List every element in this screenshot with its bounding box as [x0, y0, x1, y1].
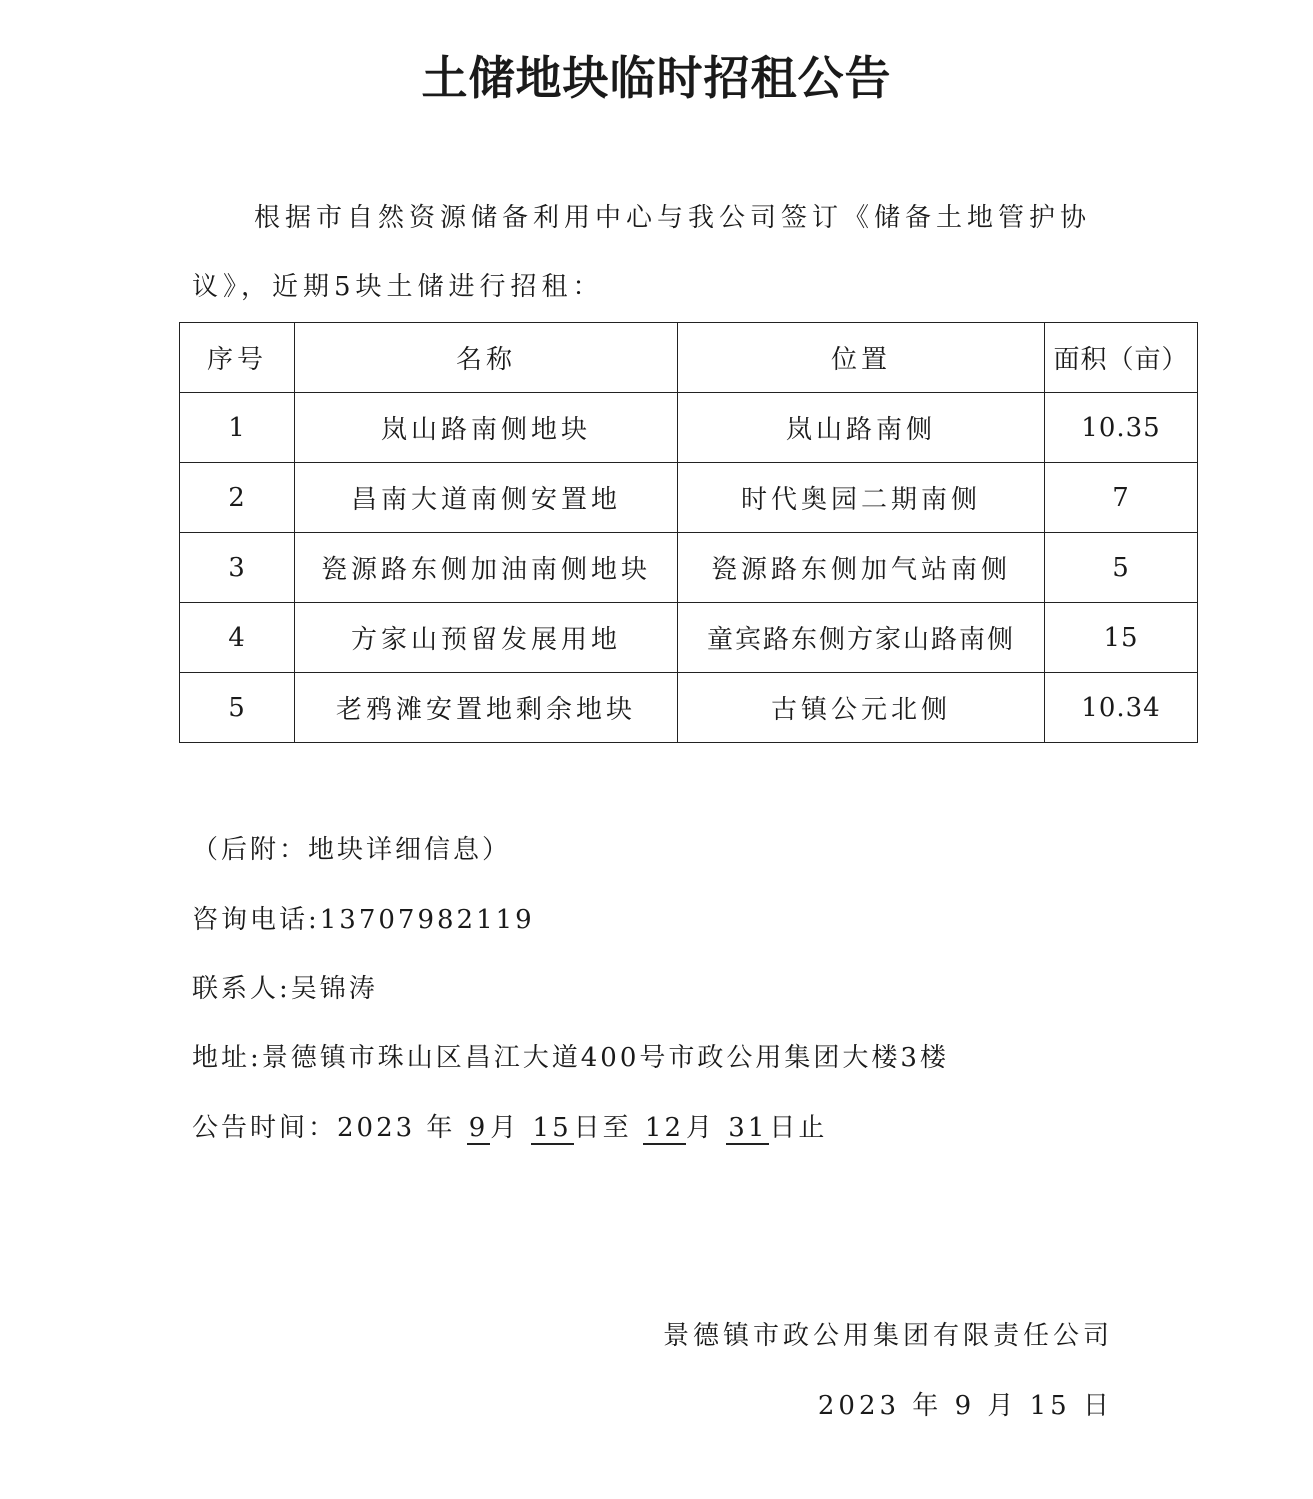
- period-end: 日止: [769, 1113, 828, 1143]
- address-line: 地址:景德镇市珠山区昌江大道400号市政公用集团大楼3楼: [192, 1043, 949, 1073]
- row-name: 老鸦滩安置地剩余地块: [295, 673, 678, 743]
- header-name: 名称: [295, 323, 678, 393]
- land-plots-table: [179, 322, 1198, 743]
- table-row: [180, 533, 1198, 603]
- period-to: 日至: [573, 1113, 632, 1143]
- row-no: 2: [180, 463, 295, 533]
- attachment-note: （后附：地块详细信息）: [192, 835, 512, 865]
- row-location: 古镇公元北侧: [678, 673, 1045, 743]
- issue-date: 2023 年 9 月 15 日: [817, 1391, 1113, 1421]
- issuer-company: 景德镇市政公用集团有限责任公司: [662, 1321, 1113, 1351]
- phone-line: 咨询电话:13707982119: [192, 905, 535, 935]
- period-end-day: 31: [728, 1113, 768, 1143]
- intro-line-1: 根据市自然资源储备利用中心与我公司签订《储备土地管护协: [254, 203, 1092, 233]
- header-location: 位置: [678, 323, 1045, 393]
- row-name: 方家山预留发展用地: [295, 603, 678, 673]
- period-month-char-2: 月: [686, 1113, 716, 1143]
- table-row: [180, 463, 1198, 533]
- period-start-month: 9: [468, 1113, 489, 1143]
- period-end-month: 12: [644, 1113, 684, 1143]
- notice-period: [192, 1110, 827, 1146]
- row-name: 瓷源路东侧加油南侧地块: [295, 533, 678, 603]
- contact-line: 联系人:吴锦涛: [192, 974, 378, 1004]
- period-prefix: 公告时间：2023 年: [192, 1113, 456, 1143]
- table-header-row: [180, 323, 1198, 393]
- header-no: 序号: [180, 323, 295, 393]
- row-no: 3: [180, 533, 295, 603]
- row-no: 5: [180, 673, 295, 743]
- row-area: 5: [1045, 533, 1198, 603]
- row-area: 10.35: [1045, 393, 1198, 463]
- row-area: 7: [1045, 463, 1198, 533]
- row-location: 时代奥园二期南侧: [678, 463, 1045, 533]
- row-no: 1: [180, 393, 295, 463]
- table-row: [180, 393, 1198, 463]
- row-name: 昌南大道南侧安置地: [295, 463, 678, 533]
- row-location: 童宾路东侧方家山路南侧: [678, 603, 1045, 673]
- notice-title: 土储地块临时招租公告: [421, 51, 892, 105]
- row-no: 4: [180, 603, 295, 673]
- period-start-day: 15: [532, 1113, 572, 1143]
- period-month-char: 月: [490, 1113, 520, 1143]
- intro-line-2: 议》，近期5块土储进行招租：: [192, 272, 604, 302]
- row-location: 岚山路南侧: [678, 393, 1045, 463]
- header-area: 面积（亩）: [1045, 323, 1198, 393]
- table-row: [180, 673, 1198, 743]
- row-area: 15: [1045, 603, 1198, 673]
- table-row: [180, 603, 1198, 673]
- row-location: 瓷源路东侧加气站南侧: [678, 533, 1045, 603]
- row-name: 岚山路南侧地块: [295, 393, 678, 463]
- row-area: 10.34: [1045, 673, 1198, 743]
